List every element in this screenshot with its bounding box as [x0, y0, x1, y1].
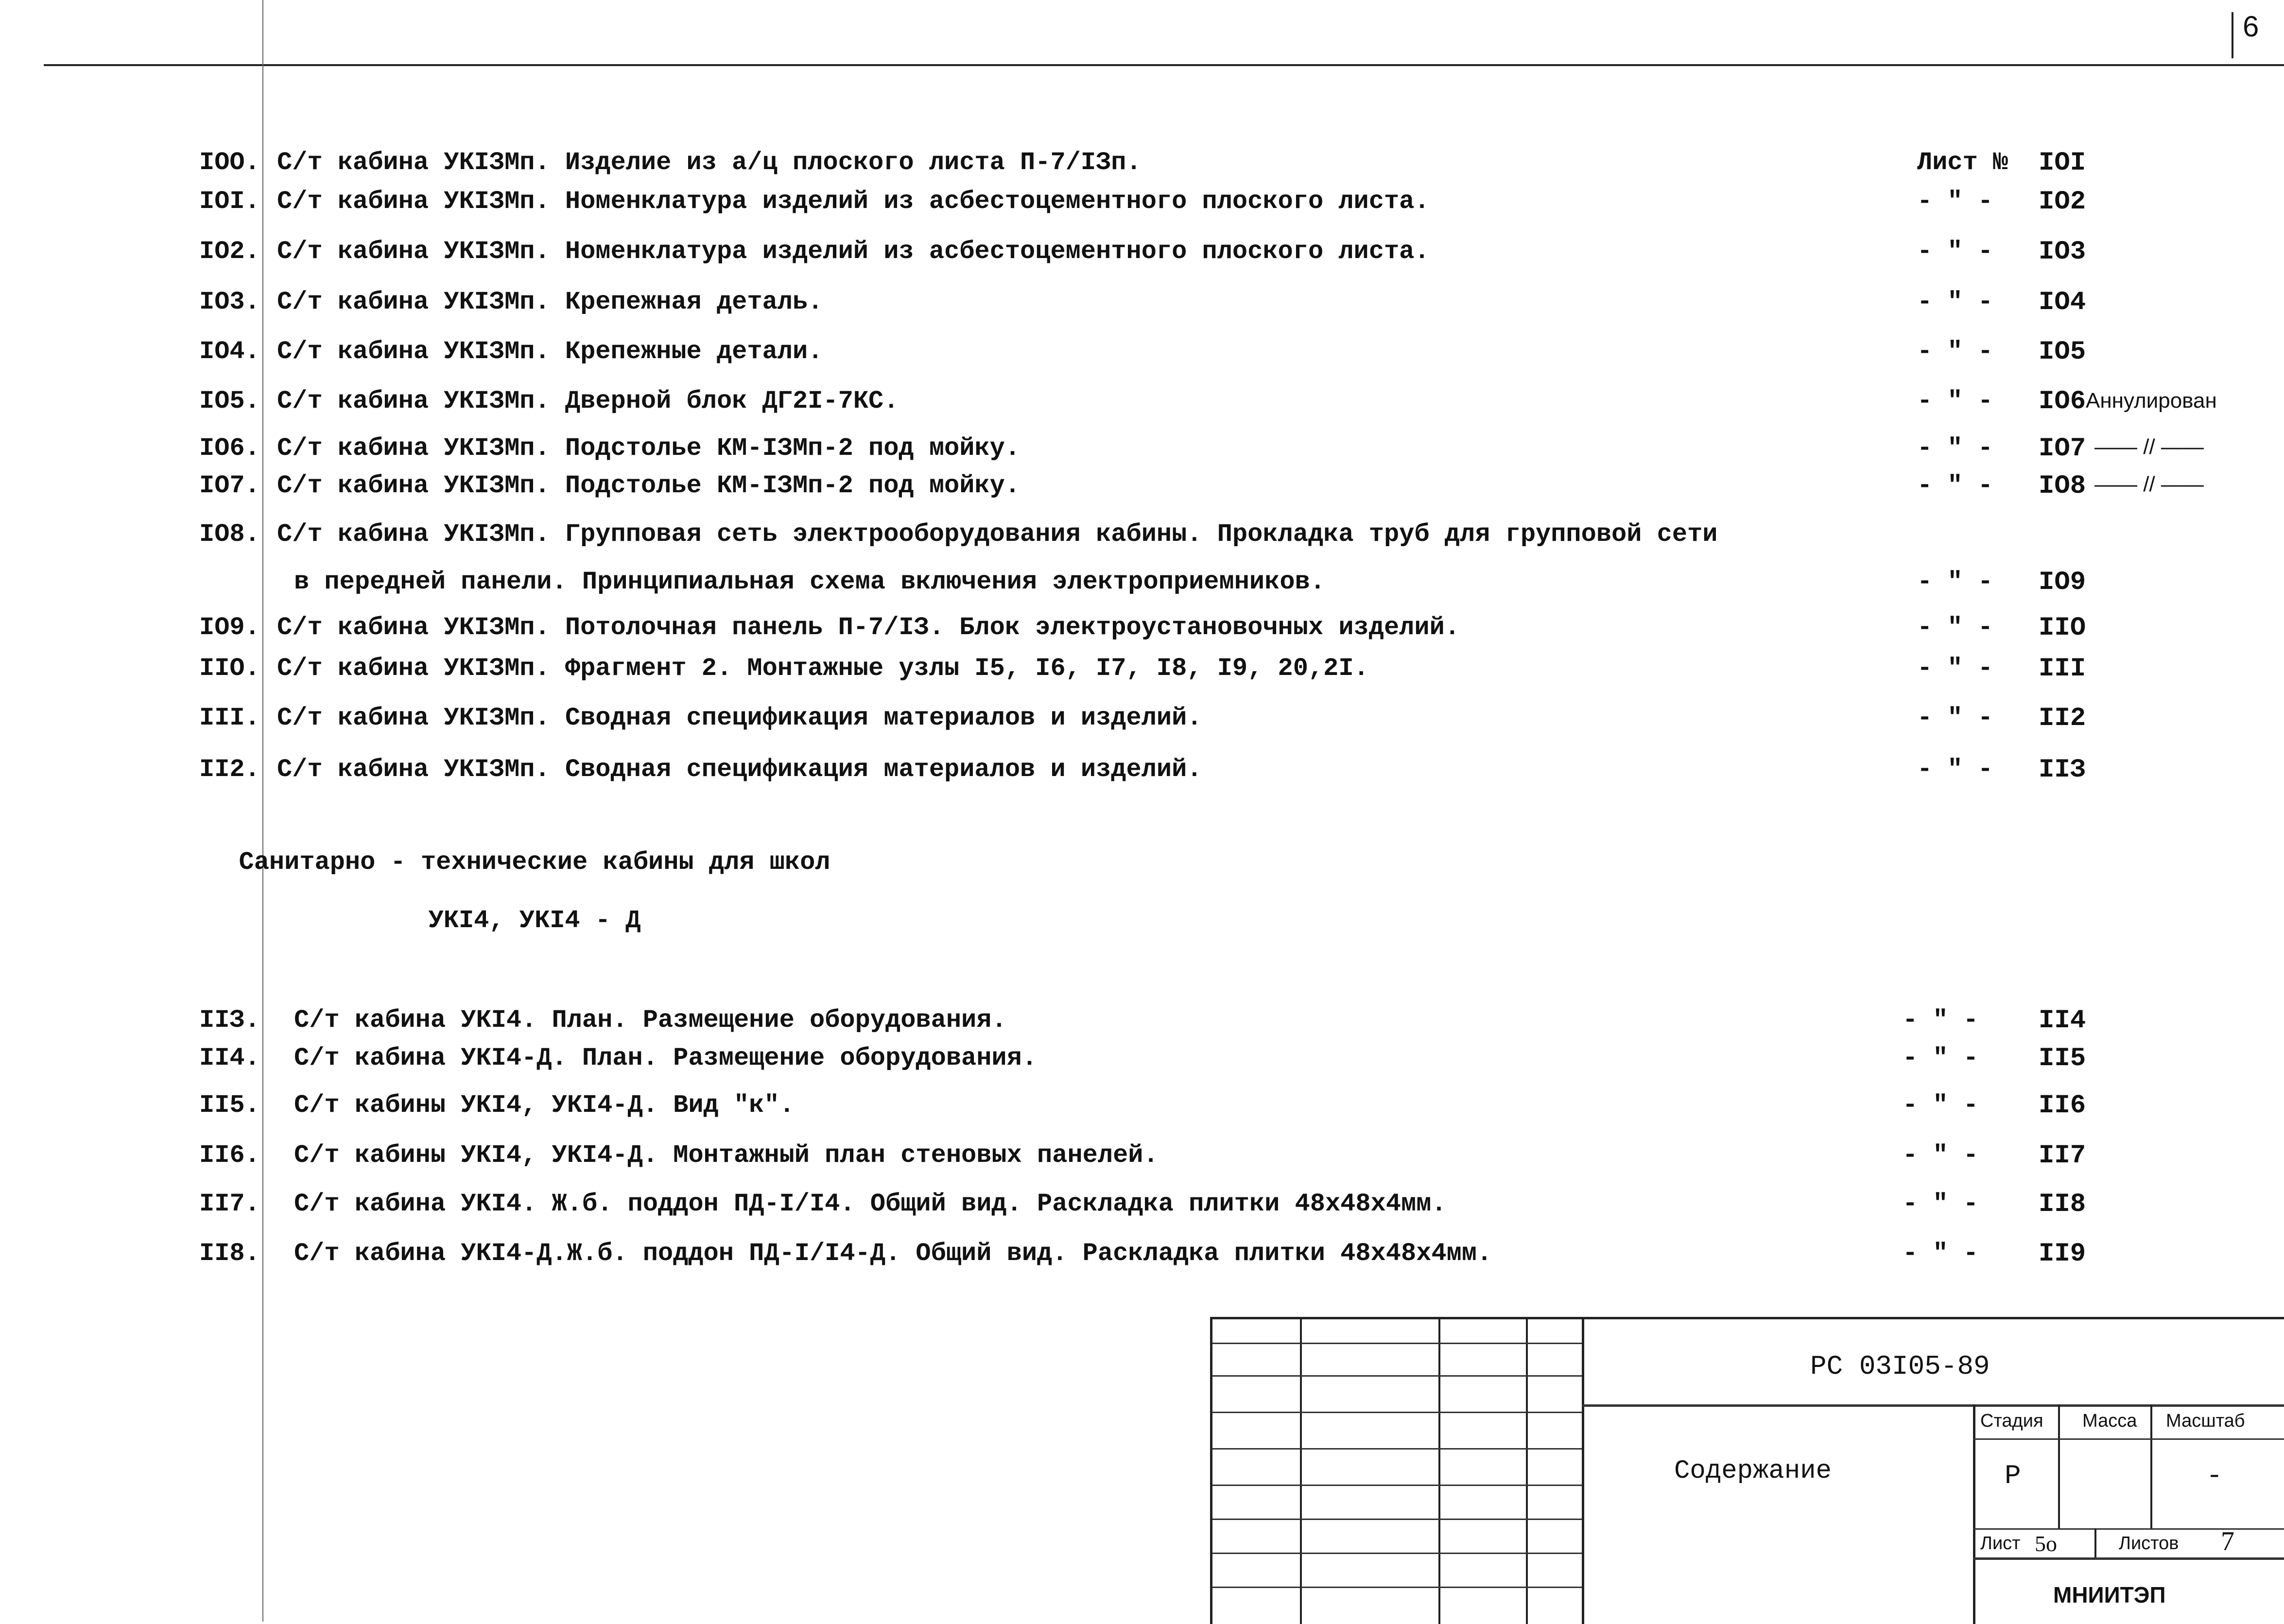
- item-title: С/т кабина УКIЗМп. Дверной блок ДГ2I-7КС.: [277, 387, 899, 415]
- item-sheet-number: IO2: [2039, 187, 2086, 217]
- list-item: [0, 434, 2284, 473]
- item-sheet-number: II5: [2039, 1044, 2086, 1073]
- grid-line: [1973, 1404, 1975, 1624]
- item-sheet-number: IO7: [2039, 434, 2086, 464]
- item-sheet-number: IO4: [2039, 288, 2086, 317]
- item-sheet-number: II4: [2039, 1006, 2086, 1036]
- item-title: С/т кабина УКIЗМп. Номенклатура изделий из асбестоцементного плоского листа.: [277, 187, 1430, 216]
- item-title: С/т кабина УКIЗМп. Номенклатура изделий из асбестоцементного плоского листа.: [277, 237, 1430, 266]
- grid-line: [1212, 1412, 1582, 1413]
- organization: МНИИТЭП: [2053, 1582, 2166, 1607]
- item-number: IOI.: [199, 187, 260, 216]
- stage-value: Р: [2005, 1460, 2021, 1491]
- item-sheet-ref: - " -: [1917, 387, 1993, 415]
- item-sheet-ref: - " -: [1903, 1239, 1979, 1268]
- list-item: [0, 1239, 2284, 1278]
- list-item: [0, 148, 2284, 187]
- item-title: С/т кабина УКIЗМп. Крепежная деталь.: [277, 288, 823, 316]
- item-number: IIЗ.: [199, 1006, 260, 1035]
- item-title: С/т кабины УКI4, УКI4-Д. Вид "к".: [294, 1091, 795, 1120]
- item-sheet-number: IO8: [2039, 471, 2086, 501]
- list-item: [0, 1091, 2284, 1130]
- list-item: [0, 337, 2284, 376]
- item-sheet-number: IIЗ: [2039, 755, 2086, 785]
- item-sheet-ref: Лист №: [1917, 148, 2008, 177]
- item-sheet-ref: - " -: [1917, 288, 1993, 316]
- annulled-note: Аннулирован: [2086, 389, 2217, 413]
- sheet-value: 5о: [2035, 1531, 2057, 1556]
- item-sheet-number: II2: [2039, 704, 2086, 733]
- item-sheet-ref: - " -: [1903, 1091, 1979, 1120]
- item-number: IO2.: [199, 237, 260, 266]
- item-sheet-number: IOI: [2039, 148, 2086, 178]
- item-number: IO6.: [199, 434, 260, 463]
- frame-top-border: [44, 64, 2284, 66]
- sheets-value: 7: [2221, 1526, 2234, 1556]
- grid-line: [1973, 1557, 2284, 1560]
- sheet-label: Лист: [1980, 1533, 2021, 1554]
- item-title-continued: в передней панели. Принципиальная схема включения электроприемников.: [294, 568, 1325, 596]
- item-number: III.: [199, 704, 260, 732]
- list-item: [0, 1141, 2284, 1180]
- scale-label: Масштаб: [2166, 1411, 2245, 1431]
- ditto-note: —— // ——: [2094, 472, 2204, 496]
- item-number: II2.: [199, 755, 260, 784]
- list-item: [0, 1044, 2284, 1083]
- grid-line: [1212, 1553, 1582, 1554]
- item-sheet-number: IIO: [2039, 613, 2086, 643]
- item-number: II4.: [199, 1044, 260, 1072]
- item-sheet-ref: - " -: [1917, 654, 1993, 683]
- item-sheet-number: II9: [2039, 1239, 2086, 1269]
- item-number: IO5.: [199, 387, 260, 415]
- item-title: С/т кабина УКIЗМп. Подстолье КМ-IЗМп-2 под мойку.: [277, 434, 1021, 463]
- item-title: С/т кабина УКIЗМп. Потолочная панель П-7/IЗ. Блок электроустановочных изделий.: [277, 613, 1460, 642]
- list-item: [0, 755, 2284, 794]
- grid-line: [1582, 1319, 1584, 1624]
- list-item: [0, 568, 2284, 606]
- item-number: IOO.: [199, 148, 260, 177]
- item-number: II5.: [199, 1091, 260, 1120]
- item-sheet-number: II6: [2039, 1091, 2086, 1121]
- item-sheet-number: III: [2039, 654, 2086, 684]
- document-name: Содержание: [1674, 1456, 1832, 1486]
- grid-line: [2094, 1528, 2096, 1557]
- section-title: Санитарно - технические кабины для школ: [239, 848, 831, 877]
- item-sheet-ref: - " -: [1903, 1141, 1979, 1170]
- item-sheet-ref: - " -: [1903, 1044, 1979, 1072]
- item-sheet-number: IO3: [2039, 237, 2086, 267]
- grid-line: [1212, 1343, 1582, 1344]
- item-title: С/т кабина УКI4-Д.Ж.б. поддон ПД-I/I4-Д. Общий вид. Раскладка плитки 48х48х4мм.: [294, 1239, 1492, 1268]
- grid-line: [2150, 1404, 2152, 1528]
- grid-line: [1212, 1375, 1582, 1377]
- item-number: IO9.: [199, 613, 260, 642]
- item-sheet-number: II8: [2039, 1190, 2086, 1219]
- item-sheet-ref: - " -: [1917, 434, 1993, 463]
- item-sheet-ref: - " -: [1903, 1006, 1979, 1035]
- scale-value: -: [2206, 1460, 2223, 1491]
- item-title: С/т кабина УКIЗМп. Крепежные детали.: [277, 337, 823, 366]
- list-item: [0, 704, 2284, 743]
- item-sheet-number: IO9: [2039, 568, 2086, 597]
- list-item: [0, 654, 2284, 693]
- item-number: II8.: [199, 1239, 260, 1268]
- item-sheet-ref: - " -: [1917, 187, 1993, 216]
- title-block: [1210, 1317, 2284, 1624]
- item-title: С/т кабина УКIЗМп. Групповая сеть электрооборудования кабины. Прокладка труб для групповой сети: [277, 520, 1718, 549]
- page-number: 6: [2243, 10, 2259, 43]
- list-item: [0, 387, 2284, 426]
- sheets-label: Листов: [2119, 1533, 2179, 1554]
- item-number: IO3.: [199, 288, 260, 316]
- item-number: IO4.: [199, 337, 260, 366]
- item-sheet-ref: - " -: [1903, 1190, 1979, 1218]
- item-sheet-ref: - " -: [1917, 613, 1993, 642]
- item-title: С/т кабина УКIЗМп. Изделие из а/ц плоского листа П-7/IЗп.: [277, 148, 1142, 177]
- list-item: [0, 1006, 2284, 1045]
- item-title: С/т кабина УКIЗМп. Подстолье КМ-IЗМп-2 под мойку.: [277, 471, 1021, 500]
- list-item: [0, 288, 2284, 327]
- item-sheet-ref: - " -: [1917, 568, 1993, 596]
- list-item: [0, 520, 2284, 559]
- item-sheet-ref: - " -: [1917, 755, 1993, 784]
- grid-line: [1438, 1319, 1440, 1624]
- stage-label: Стадия: [1980, 1411, 2043, 1431]
- item-number: IIO.: [199, 654, 260, 683]
- grid-line: [1212, 1448, 1582, 1450]
- mass-label: Масса: [2082, 1411, 2137, 1431]
- document-code: РС 03I05-89: [1810, 1351, 1990, 1382]
- item-title: С/т кабина УКIЗМп. Фрагмент 2. Монтажные узлы I5, I6, I7, I8, I9, 20,2I.: [277, 654, 1369, 683]
- list-item: [0, 1190, 2284, 1228]
- ditto-note: —— // ——: [2094, 435, 2204, 459]
- item-sheet-ref: - " -: [1917, 704, 1993, 732]
- item-title: С/т кабины УКI4, УКI4-Д. Монтажный план стеновых панелей.: [294, 1141, 1159, 1170]
- item-number: IO7.: [199, 471, 260, 500]
- grid-line: [1212, 1519, 1582, 1520]
- grid-line: [1582, 1404, 2284, 1407]
- item-title: С/т кабина УКI4-Д. План. Размещение оборудования.: [294, 1044, 1038, 1072]
- item-title: С/т кабина УКI4. Ж.б. поддон ПД-I/I4. Общий вид. Раскладка плитки 48х48х4мм.: [294, 1190, 1447, 1218]
- list-item: [0, 613, 2284, 652]
- grid-line: [1212, 1485, 1582, 1486]
- item-title: С/т кабина УКI4. План. Размещение оборудования.: [294, 1006, 1007, 1035]
- item-sheet-number: IO6: [2039, 387, 2086, 416]
- item-title: С/т кабина УКIЗМп. Сводная спецификация материалов и изделий.: [277, 704, 1202, 732]
- grid-line: [1526, 1319, 1528, 1624]
- grid-line: [2058, 1404, 2060, 1528]
- item-sheet-number: II7: [2039, 1141, 2086, 1171]
- page-number-divider: [2232, 12, 2233, 58]
- grid-line: [1973, 1528, 2284, 1530]
- grid-line: [1973, 1438, 2284, 1440]
- list-item: [0, 237, 2284, 276]
- section-subtitle: УКI4, УКI4 - Д: [428, 906, 641, 935]
- item-number: II6.: [199, 1141, 260, 1170]
- item-sheet-ref: - " -: [1917, 337, 1993, 366]
- item-title: С/т кабина УКIЗМп. Сводная спецификация материалов и изделий.: [277, 755, 1202, 784]
- list-item: [0, 471, 2284, 510]
- item-number: IO8.: [199, 520, 260, 549]
- item-sheet-number: IO5: [2039, 337, 2086, 367]
- item-number: II7.: [199, 1190, 260, 1218]
- item-sheet-ref: - " -: [1917, 471, 1993, 500]
- item-sheet-ref: - " -: [1917, 237, 1993, 266]
- grid-line: [1300, 1319, 1302, 1624]
- list-item: [0, 187, 2284, 226]
- grid-line: [1212, 1587, 1582, 1588]
